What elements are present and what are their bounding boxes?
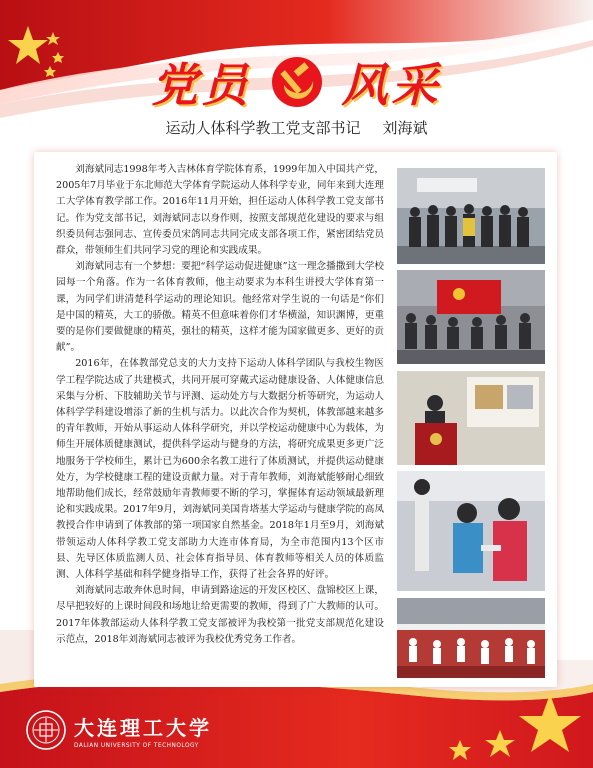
subtitle-name: 刘海斌 [382, 119, 428, 137]
university-logo [26, 710, 212, 750]
article-text [56, 162, 384, 648]
group-photo-building-entrance [397, 168, 545, 264]
group-photo-party-flag [397, 270, 545, 364]
paragraph: 刘海斌同志有一个梦想：要把“科学运动促进健康”这一理念播撒到大学校园每一个角落。作为一名体育教师，他主动要求为本科生讲授大学体育第一课，为同学们讲清楚科学运动的理论知识。他经常对学生说的一句话是“你们是中国的精英，大工的骄傲。精英不但意味着你们才华横溢，知识渊博，更重要的是你们要做健康的精英，强壮的精英，这样才能为国家做更多、更好的贡献”。 [56, 261, 384, 354]
paragraph: 2016年，在体教部党总支的大力支持下运动人体科学团队与我校生物医学工程学院达成了共建模式，共同开展可穿戴式运动健康设备、人体健康信息采集与分析、下肢辅助关节与评测、运动处方与大数据分析等研究，为运动人体科学学科建设增添了新的生机与活力。以此次合作为契机，体教部越来越多的青年教师，开始从事运动人体科学研究，并以学校运动健康中心为载体，为师生开展体质健康测试，提供科学运动与健身的方法，将研究成果更多更广泛地服务于学校师生，累计已为600余名教工进行了体质测试，并提供运动健康处方，为学校健康工程的建设贡献力量。对于青年教师，刘海斌能够耐心细致地帮助他们成长，经常鼓励年青教师要不断的学习，掌握体育运动领域最新理论和实践成果。2017年9月，刘海斌同美国肯塔基大学运动与健康学院的高凤教授合作申请到了体教部的第一项国家自然基金。2018年1月至9月，刘海斌带领运动人体科学教工党支部助力大连市体育局，为全市范围内13个区市县、先导区体质监测人员、社会体育指导员、体育教师等相关人员的体质监测、人体科学基础和科学健身指导工作，获得了社会各界的好评。 [56, 358, 384, 581]
page-title [0, 52, 593, 112]
title-left: 党员 [151, 58, 252, 112]
university-seal-icon [26, 710, 66, 750]
star-decoration-icon [440, 690, 590, 768]
lecture-podium-photo [397, 371, 545, 465]
subtitle [0, 117, 593, 138]
paragraph: 刘海斌同志1998年考入吉林体育学院体育系，1999年加入中国共产党，2005年7月毕业于东北师范大学体育学院运动人体科学专业，同年来到大连理工大学体育教学部工作。2016年11月开始，担任运动人体科学教工党支部书记。作为党支部书记，刘海斌同志以身作则，按照支部规范化建设的要求与组织委员何志强同志、宣传委员宋鸽同志共同完成支部各项工作，紧密团结党员群众，带领师生们共同学习党的理论和实践成果。 [56, 164, 384, 257]
paragraph: 刘海斌同志敢奔休息时间，申请到路途远的开发区校区、盘锦校区上课，尽早把较好的上课时间段和场地让给更需要的教师，得到了广大教师的认可。2017年体教部运动人体科学教工党支部被评为我校第一批党支部规范化建设示范点，2018年刘海斌同志被评为我校优秀党务工作者。 [56, 585, 384, 645]
title-right: 风采 [341, 58, 442, 112]
party-emblem-icon [270, 55, 324, 109]
subtitle-unit: 运动人体科学教工党支部书记 [165, 119, 361, 137]
university-name-en: DALIAN UNIVERSITY OF TECHNOLOGY [74, 742, 199, 749]
health-testing-photo [397, 471, 545, 591]
gymnasium-activity-photo [397, 598, 545, 678]
university-name-cn: 大连理工大学 [74, 715, 212, 740]
